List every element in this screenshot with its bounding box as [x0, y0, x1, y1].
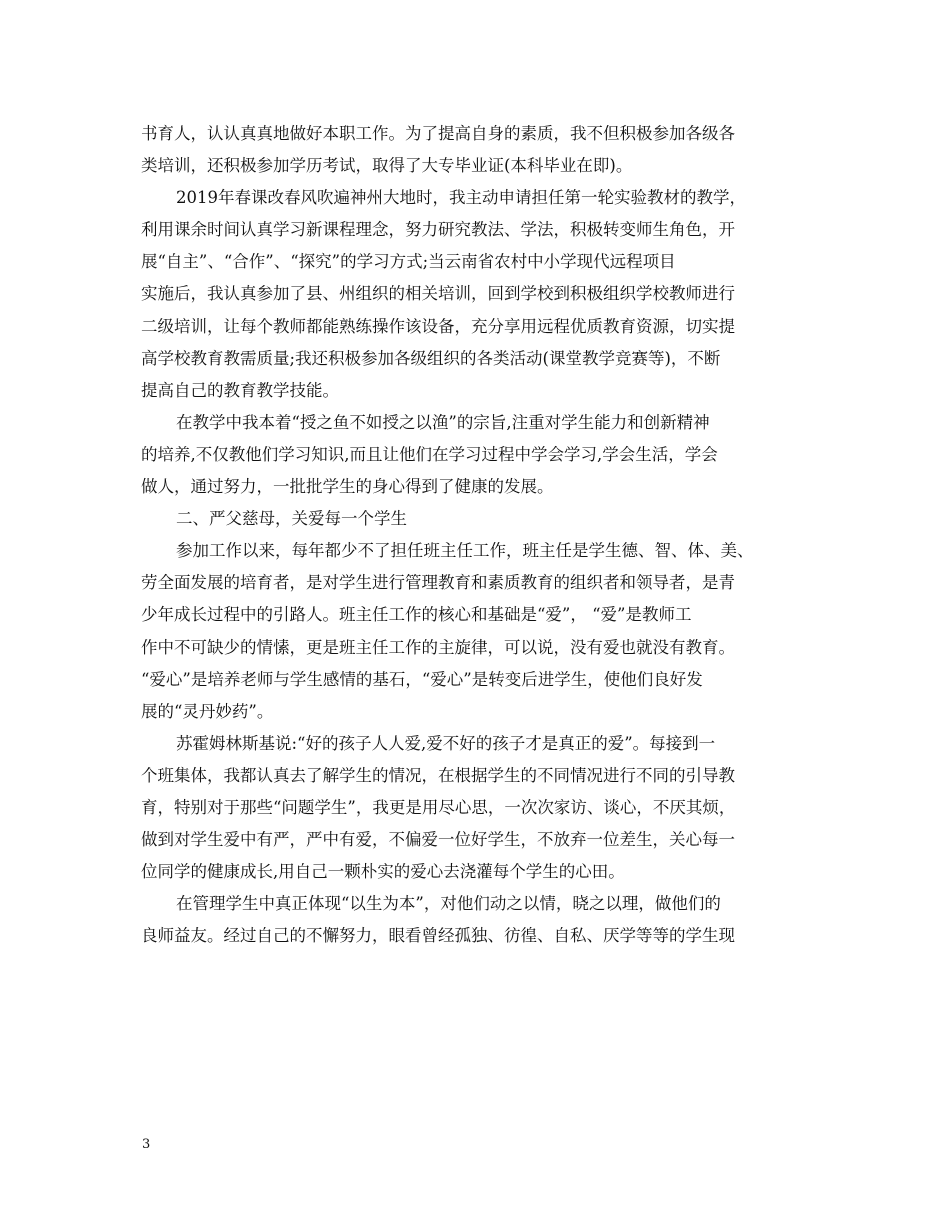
text-line: 做人，通过努力，一批批学生的身心得到了健康的发展。 — [141, 477, 554, 497]
text-line: 作中不可缺少的情愫，更是班主任工作的主旋律，可以说，没有爱也就没有教育。 — [141, 637, 735, 657]
text-line: 展“自主”、“合作”、“探究”的学习方式;当云南省农村中小学现代远程项目 — [141, 252, 676, 272]
text-line: 提高自己的教育教学技能。 — [141, 380, 339, 400]
text-line: 二级培训，让每个教师都能熟练操作该设备，充分享用远程优质教育资源，切实提 — [141, 316, 735, 336]
text-line: 利用课余时间认真学习新课程理念，努力研究教法、学法，积极转变师生角色，开 — [141, 220, 735, 240]
paragraph-first-line: 苏霍姆林斯基说:“好的孩子人人爱,爱不好的孩子才是真正的爱”。每接到一 — [176, 733, 716, 753]
text-line: 实施后，我认真参加了县、州组织的相关培训，回到学校到积极组织学校教师进行 — [141, 284, 735, 304]
text-line: 展的“灵丹妙药”。 — [141, 701, 274, 721]
text-line: 高学校教育教需质量;我还积极参加各级组织的各类活动(课堂教学竞赛等)，不断 — [141, 348, 721, 368]
paragraph-first-line: 2019年春课改春风吹遍神州大地时，我主动申请担任第一轮实验教材的教学， — [176, 188, 746, 208]
text-line: 劳全面发展的培育者，是对学生进行管理教育和素质教育的组织者和领导者，是青 — [141, 573, 735, 593]
page-number: 3 — [142, 1137, 151, 1152]
text-line: 的培养,不仅教他们学习知识,而且让他们在学习过程中学会学习,学会生活，学会 — [141, 444, 718, 464]
text-line: 书育人，认认真真地做好本职工作。为了提高自身的素质，我不但积极参加各级各 — [141, 124, 735, 143]
text-line: 位同学的健康成长,用自己一颗朴实的爱心去浇灌每个学生的心田。 — [141, 862, 625, 882]
text-line: “爱心”是培养老师与学生感情的基石，“爱心”是转变后进学生，使他们良好发 — [141, 669, 703, 689]
text-line: 做到对学生爱中有严，严中有爱，不偏爱一位好学生，不放弃一位差生，关心每一 — [141, 830, 735, 850]
body-text — [141, 118, 841, 952]
paragraph-first-line: 在教学中我本着“授之鱼不如授之以渔”的宗旨,注重对学生能力和创新精神 — [176, 412, 710, 432]
section-heading: 二、严父慈母，关爱每一个学生 — [176, 509, 407, 529]
text-line: 良师益友。经过自己的不懈努力，眼看曾经孤独、彷徨、自私、厌学等等的学生现 — [141, 926, 735, 946]
text-line: 少年成长过程中的引路人。班主任工作的核心和基础是“爱”， “爱”是教师工 — [141, 605, 692, 625]
text-line: 类培训，还积极参加学历考试，取得了大专毕业证(本科毕业在即)。 — [141, 156, 633, 176]
text-line: 个班集体，我都认真去了解学生的情况，在根据学生的不同情况进行不同的引导教 — [141, 765, 735, 785]
text-line: 育，特别对于那些“问题学生”，我更是用尽心思，一次次家访、谈心，不厌其烦， — [141, 797, 736, 817]
paragraph-first-line: 参加工作以来，每年都少不了担任班主任工作，班主任是学生德、智、体、美、 — [176, 541, 754, 561]
paragraph-first-line: 在管理学生中真正体现“以生为本”，对他们动之以情，晓之以理，做他们的 — [176, 894, 721, 914]
